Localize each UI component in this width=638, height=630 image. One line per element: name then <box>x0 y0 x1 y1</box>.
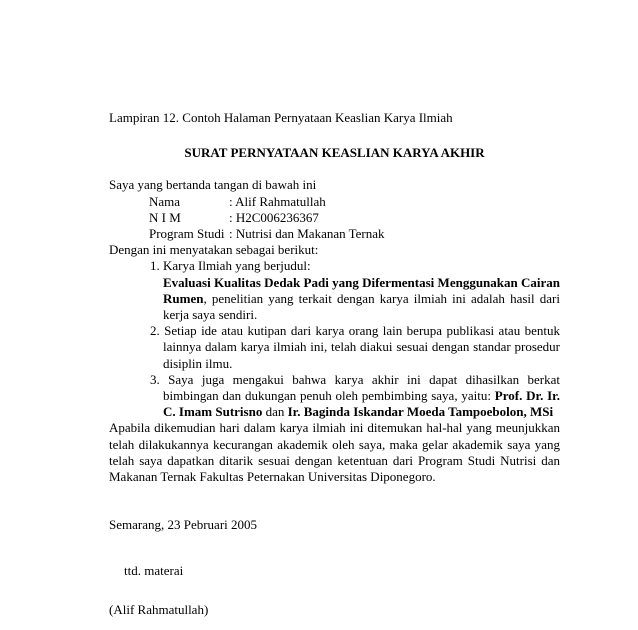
statement-item-1 <box>109 258 560 323</box>
identity-value: : H2C006236367 <box>229 209 319 225</box>
identity-row-nim <box>109 210 560 226</box>
identity-row-name <box>109 194 560 210</box>
statement-item-3 <box>109 372 560 421</box>
identity-label: Program Studi <box>149 226 225 242</box>
document-title: SURAT PERNYATAAN KEASLIAN KARYA AKHIR <box>184 145 485 161</box>
identity-row-program <box>109 226 560 242</box>
signature-note: ttd. materai <box>124 563 184 579</box>
intro-line: Saya yang bertanda tangan di bawah ini <box>109 177 317 193</box>
closing-paragraph: Apabila dikemudian hari dalam karya ilmiah ini ditemukan hal-hal yang meunjukkan telah dilakukannya kecurangan akademik oleh saya, maka gelar akademik saya yang telah saya dapatkan ditarik sesuai dengan ketentuan dari Program Studi Nutrisi dan Makanan Ternak Fakultas Peternakan Universitas Diponegoro. <box>109 420 560 485</box>
item-3-text: 3. Saya juga mengakui bahwa karya akhir ini dapat dihasilkan berkat bimbingan dan dukungan penuh oleh pembimbing saya, yaitu: <box>150 371 560 404</box>
statement-item-2: 2. Setiap ide atau kutipan dari karya orang lain berupa publikasi atau bentuk lainnya dalam karya ilmiah ini, telah diakui sesuai dengan standar prosedur disiplin ilmu. <box>150 323 560 371</box>
item-1-lead: 1. Karya Ilmiah yang berjudul: <box>150 258 311 274</box>
document-page <box>109 110 560 618</box>
supervisor-2: Ir. Baginda Iskandar Moeda Tampoebolon, MSi <box>287 404 554 420</box>
identity-value: : Nutrisi dan Makanan Ternak <box>229 226 385 242</box>
declaration-line: Dengan ini menyatakan sebagai berikut: <box>109 242 319 258</box>
thesis-title: Evaluasi Kualitas Dedak Padi yang Difermentasi Menggunakan Cairan Rumen <box>163 274 560 306</box>
supervisor-1: Prof. Dr. Ir. C. Imam Sutrisno <box>163 388 560 420</box>
item-3-conj: dan <box>262 404 288 420</box>
appendix-header: Lampiran 12. Contoh Halaman Pernyataan Keaslian Karya Ilmiah <box>109 110 453 125</box>
identity-label: Nama <box>149 193 181 209</box>
item-1-rest: , penelitian yang terkait dengan karya ilmiah ini adalah hasil dari kerja saya sendiri. <box>163 290 560 323</box>
identity-label: N I M <box>149 209 181 225</box>
identity-value: : Alif Rahmatullah <box>229 193 326 209</box>
signer-name: (Alif Rahmatullah) <box>109 601 209 617</box>
place-date: Semarang, 23 Pebruari 2005 <box>109 517 258 533</box>
